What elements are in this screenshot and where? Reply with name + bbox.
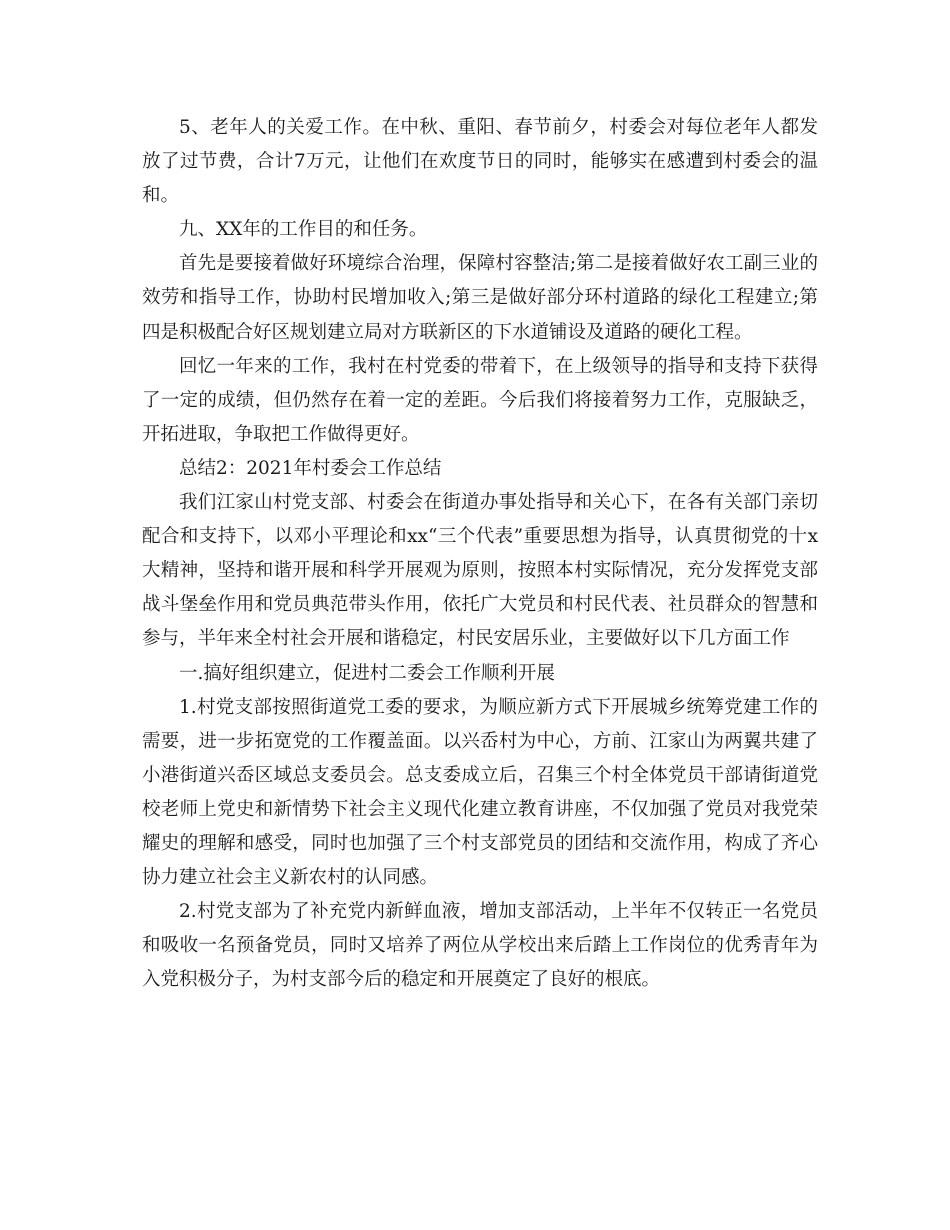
- paragraph-item-1: 1.村党支部按照街道党工委的要求，为顺应新方式下开展城乡统筹党建工作的需要，进一步拓宽党的工作覆盖面。以兴岙村为中心，方前、江家山为两翼共建了小港街道兴岙区域总支委员会。总支委成立后，召集三个村全体党员干部请街道党校老师上党史和新情势下社会主义现代化建立教育讲座，不仅加强了党员对我党荣耀史的理解和感受，同时也加强了三个村支部党员的团结和交流作用，构成了齐心协力建立社会主义新农村的认同感。: [142, 696, 818, 889]
- heading-work-goals: 九、XX年的工作目的和任务。: [179, 219, 428, 241]
- heading-summary-2: 总结2：2021年村委会工作总结: [179, 457, 442, 479]
- paragraph-summary-intro: 我们江家山村党支部、村委会在街道办事处指导和关心下，在各有关部门亲切配合和支持下，以邓小平理论和xx“三个代表”重要思想为指导，认真贯彻党的十x大精神，坚持和谐开展和科学开展观为原则，按照本村实际情况，充分发挥党支部战斗堡垒作用和党员典范带头作用，依托广大党员和村民代表、社员群众的智慧和参与，半年来全村社会开展和谐稳定，村民安居乐业，主要做好以下几方面工作: [142, 492, 818, 650]
- heading-organization: 一.搞好组织建立，促进村二委会工作顺利开展: [179, 662, 555, 684]
- paragraph-elderly-care: 5、老年人的关爱工作。在中秋、重阳、春节前夕，村委会对每位老年人都发放了过节费，合计7万元，让他们在欢度节日的同时，能够实在感遭到村委会的温和。: [142, 117, 818, 207]
- document-body: [142, 111, 818, 997]
- paragraph-year-review: 回忆一年来的工作，我村在村党委的带着下，在上级领导的指导和支持下获得了一定的成绩，但仍然存在着一定的差距。今后我们将接着努力工作，克服缺乏，开拓进取，争取把工作做得更好。: [142, 355, 818, 445]
- paragraph-item-2: 2.村党支部为了补充党内新鲜血液，增加支部活动，上半年不仅转正一名党员和吸收一名预备党员，同时又培养了两位从学校出来后踏上工作岗位的优秀青年为入党积极分子，为村支部今后的稳定和开展奠定了良好的根底。: [142, 901, 818, 991]
- paragraph-goals-list: 首先是要接着做好环境综合治理，保障村容整洁;第二是接着做好农工副三业的效劳和指导工作，协助村民增加收入;第三是做好部分环村道路的绿化工程建立;第四是积极配合好区规划建立局对方联新区的下水道铺设及道路的硬化工程。: [142, 253, 818, 343]
